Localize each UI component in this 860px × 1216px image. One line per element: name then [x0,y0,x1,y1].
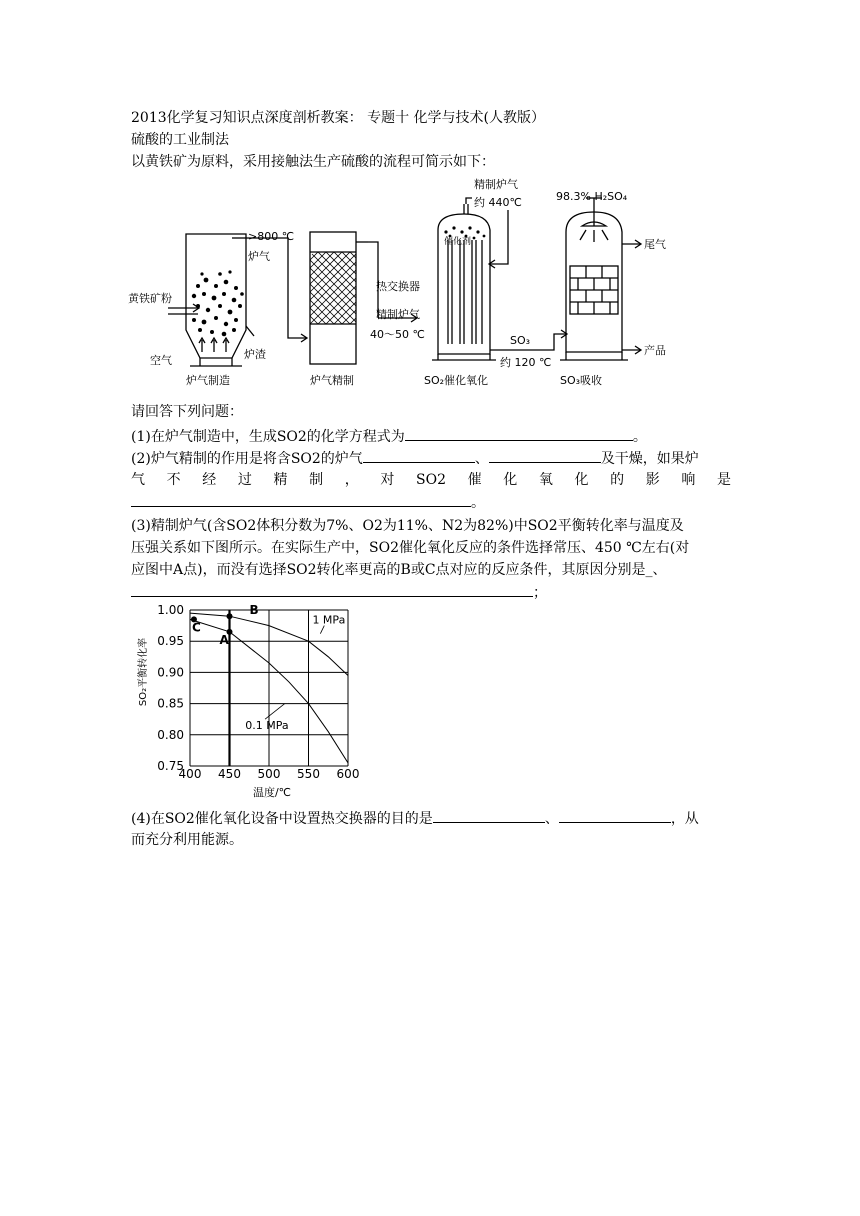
label-refined-gas-top: 精制炉气 [474,178,518,191]
label-product: 产品 [644,344,666,357]
label-temp-120: 约 120 ℃ [500,356,552,369]
q4-part1: (4)在SO2催化氧化设备中设置热交换器的目的是 [131,811,433,827]
chart-x-tick-label: 400 [178,767,202,781]
q4-answer-blank-2[interactable] [559,808,671,823]
stage-oxidation: SO₂催化氧化 [424,374,489,387]
q2-word: 响 [681,472,696,488]
chart-y-axis-label: SO₂平衡转化率 [138,637,149,707]
label-tail-gas: 尾气 [644,238,666,251]
q2-word: 气 [131,472,145,488]
q2-sep: 、 [474,451,489,467]
q2-word: 催 [467,472,482,488]
q2-word: SO2 [416,472,446,488]
question-3-line2: 压强关系如下图所示。在实际生产中，SO2催化氧化反应的条件选择常压、450 ℃左右(对 [131,540,690,556]
question-4 [131,808,699,829]
label-temp-800: >800 ℃ [248,230,295,243]
question-2 [131,448,699,469]
chart-y-tick-label: 0.80 [157,727,184,742]
q2-part1: (2)炉气精制的作用是将含SO2的炉气 [131,451,363,467]
question-1 [131,426,647,447]
label-slag: 炉渣 [244,348,266,361]
question-3-line3: 应图中A点)，而没有选择SO2转化率更高的B或C点对应的反应条件，其原因分别是_、 [131,562,667,578]
label-furnace-gas: 炉气 [248,250,270,263]
chart-y-tick-label: 0.75 [157,759,184,773]
chart-point [227,613,233,619]
q2-word: 化 [503,472,518,488]
q2-word: 过 [237,472,252,488]
chart-point-label: C [191,620,201,635]
label-so3: SO₃ [510,334,531,347]
question-4-line2: 而充分利用能源。 [131,832,243,848]
chart-series-leader [320,626,324,634]
q4-answer-blank-1[interactable] [433,808,545,823]
q2-word: 制 [309,472,324,488]
label-air: 空气 [150,354,172,367]
q2-word: 不 [166,472,181,488]
q4-part2: ，从 [670,811,699,827]
q3-answer-blank[interactable] [131,582,533,597]
doc-header: 2013化学复习知识点深度剖析教案： 专题十 化学与技术(人教版） [131,110,545,126]
q2-part2: 及干燥，如果炉 [600,451,699,467]
conversion-chart [128,600,378,800]
label-pyrite: 黄铁矿粉 [128,292,172,305]
q2-word: 精 [273,472,288,488]
q2-end: 。 [471,495,485,511]
q1-text: (1)在炉气制造中，生成SO2的化学方程式为 [131,429,405,445]
label-temp-440: 约 440℃ [474,196,522,209]
q2-word: 的 [610,472,625,488]
section-title: 硫酸的工业制法 [131,132,229,148]
q2-answer-blank-1[interactable] [363,448,475,463]
label-temp-40-50: 40～50 ℃ [370,328,425,341]
chart-series-label: 0.1 MPa [245,719,289,733]
q2-word: 对 [380,472,395,488]
question-2-line3 [131,492,485,513]
q2-word: 化 [574,472,589,488]
stage-purify: 炉气精制 [310,374,354,387]
chart-x-axis-label: 温度/℃ [252,786,292,799]
q2-word: 是 [716,472,731,488]
stage-furnace: 炉气制造 [186,374,230,387]
q3-end: ； [533,585,547,601]
intro-text: 以黄铁矿为原料，采用接触法生产硫酸的流程可简示如下： [131,154,495,170]
chart-series-leader [265,704,285,720]
question-3-line1: (3)精制炉气(含SO2体积分数为7%、O2为11%、N2为82%)中SO2平衡转化率与温度及 [131,518,684,534]
chart-y-tick-label: 0.85 [157,696,184,711]
q2-word: 经 [202,472,217,488]
chart-x-tick-label: 450 [218,767,241,781]
label-catalyst: 催化剂 [444,237,472,247]
chart-x-tick-label: 600 [336,767,360,781]
chart-y-tick-label: 1.00 [157,603,184,617]
q4-sep: 、 [544,811,559,827]
label-acid: 98.3% H₂SO₄ [556,190,628,203]
q2-answer-blank-3[interactable] [131,492,471,507]
chart-y-tick-label: 0.90 [157,665,184,680]
process-flow-diagram [128,174,688,390]
chart-x-tick-label: 500 [257,767,281,781]
label-heat-exchanger: 热交换器 [376,280,420,293]
label-refined-gas-in: 精制炉气 [376,308,420,321]
q2-word: ， [344,472,359,488]
chart-point-label: B [249,603,259,618]
q2-word: 氧 [538,472,553,488]
chart-x-tick-label: 550 [297,767,320,781]
chart-point-label: A [219,632,229,647]
q1-answer-blank[interactable] [405,426,633,441]
q2-answer-blank-2[interactable] [489,448,601,463]
chart-y-tick-label: 0.95 [157,634,184,649]
prompt-text: 请回答下列问题： [131,404,243,420]
q2-word: 影 [645,472,660,488]
question-2-line2 [131,470,731,490]
q1-end: 。 [632,429,647,445]
chart-series-label: 1 MPa [312,613,346,627]
stage-absorption: SO₃吸收 [560,374,603,387]
